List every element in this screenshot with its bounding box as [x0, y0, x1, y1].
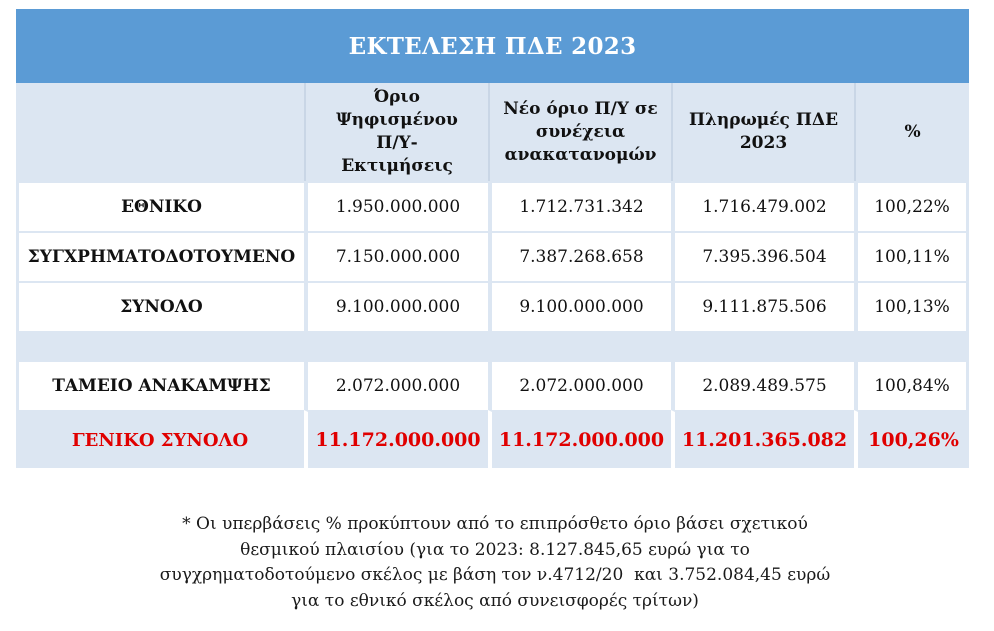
- cell-payments: 7.395.396.504: [671, 231, 854, 281]
- header-line: %: [904, 121, 921, 142]
- header-budget-limit: [304, 83, 488, 181]
- header-line: Όριο: [374, 87, 420, 107]
- cell-percent: 100,22%: [854, 181, 969, 231]
- footnote-line: * Οι υπερβάσεις % προκύπτουν από το επιπρόσθετο όριο βάσει σχετικού: [182, 514, 808, 534]
- cell-payments: 1.716.479.002: [671, 181, 854, 231]
- footnote-line: θεσμικού πλαισίου (για το 2023: 8.127.845,65 ευρώ για το: [240, 539, 750, 560]
- table-row-total: [16, 281, 969, 331]
- row-label: ΣΥΓΧΡΗΜΑΤΟΔΟΤΟΥΜΕΝΟ: [16, 231, 304, 281]
- header-line: ανακατανομών: [504, 144, 657, 165]
- cell-limit: 1.950.000.000: [304, 181, 488, 231]
- header-new-limit: [488, 83, 671, 181]
- cell-limit: 7.150.000.000: [304, 231, 488, 281]
- table-row-recovery-fund: [16, 360, 969, 410]
- cell-new-limit: 7.387.268.658: [488, 231, 671, 281]
- header-payments: [671, 83, 854, 181]
- cell-percent: 100,11%: [854, 231, 969, 281]
- cell-limit: 2.072.000.000: [304, 360, 488, 410]
- cell-new-limit: 1.712.731.342: [488, 181, 671, 231]
- cell-limit: 9.100.000.000: [304, 281, 488, 331]
- spacer-cell: [16, 331, 969, 360]
- cell-limit: 11.172.000.000: [304, 410, 488, 468]
- cell-payments: 9.111.875.506: [671, 281, 854, 331]
- footnote-line: για το εθνικό σκέλος από συνεισφορές τρίτων): [291, 590, 699, 611]
- header-line: Νέο όριο Π/Υ σε: [503, 98, 658, 119]
- cell-payments: 2.089.489.575: [671, 360, 854, 410]
- table-row-national: [16, 181, 969, 231]
- row-label: ΕΘΝΙΚΟ: [16, 181, 304, 231]
- cell-percent: 100,84%: [854, 360, 969, 410]
- footnote-line: συγχρηματοδοτούμενο σκέλος με βάση τον ν.4712/20 και 3.752.084,45 ευρώ: [159, 565, 831, 585]
- header-line: 2023: [739, 133, 788, 153]
- header-percent: [854, 83, 969, 181]
- spacer-row: [16, 331, 969, 360]
- row-label: ΓΕΝΙΚΟ ΣΥΝΟΛΟ: [16, 410, 304, 468]
- table-row-grand-total: [16, 410, 969, 468]
- cell-new-limit: 2.072.000.000: [488, 360, 671, 410]
- header-line: Εκτιμήσεις: [341, 156, 453, 176]
- cell-percent: 100,13%: [854, 281, 969, 331]
- footnote: [60, 512, 930, 614]
- table-row-cofinanced: [16, 231, 969, 281]
- cell-percent: 100,26%: [854, 410, 969, 468]
- cell-new-limit: 9.100.000.000: [488, 281, 671, 331]
- header-empty-cell: [16, 83, 304, 181]
- cell-payments: 11.201.365.082: [671, 410, 854, 468]
- header-line: Π/Υ-: [376, 133, 418, 153]
- pde-execution-table: [16, 9, 969, 468]
- cell-new-limit: 11.172.000.000: [488, 410, 671, 468]
- header-line: Πληρωμές ΠΔΕ: [688, 110, 839, 130]
- header-line: συνέχεια: [535, 121, 626, 142]
- row-label: ΣΥΝΟΛΟ: [16, 281, 304, 331]
- table-title: ΕΚΤΕΛΕΣΗ ΠΔΕ 2023: [16, 9, 969, 83]
- row-label: ΤΑΜΕΙΟ ΑΝΑΚΑΜΨΗΣ: [16, 360, 304, 410]
- header-line: Ψηφισμένου: [336, 110, 458, 130]
- header-row: [16, 83, 969, 181]
